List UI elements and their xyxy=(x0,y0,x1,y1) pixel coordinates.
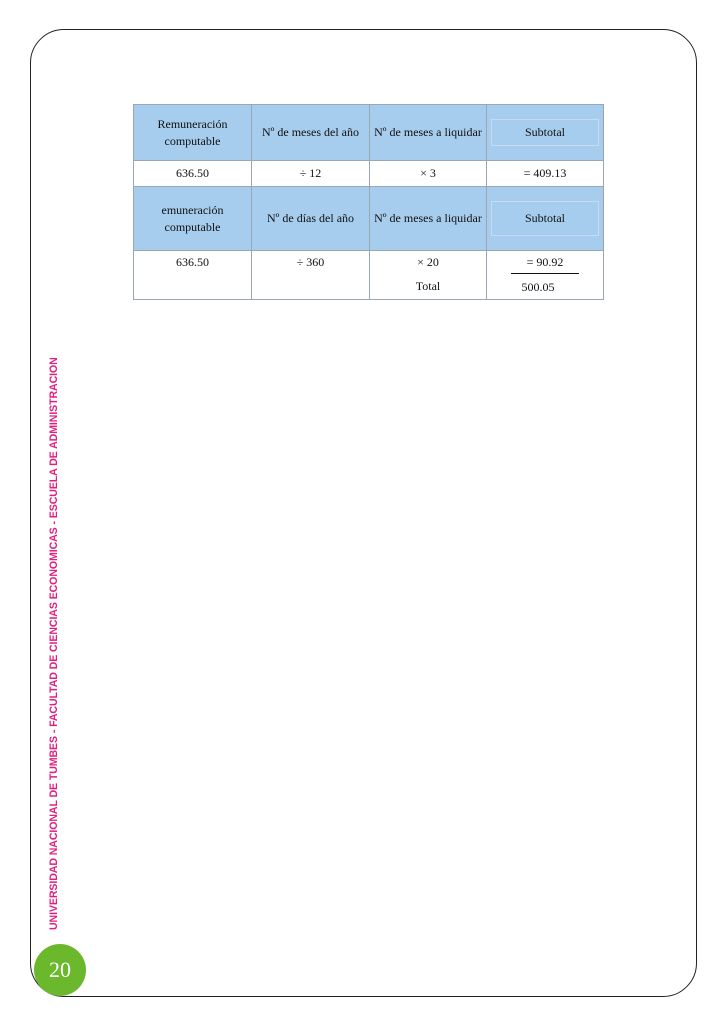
sum-rule xyxy=(511,273,579,274)
header-inner-box xyxy=(491,201,599,236)
header-text: Nº de días del año xyxy=(266,211,355,225)
header-text: Nº de meses del año xyxy=(261,125,360,139)
value-text: 636.50 xyxy=(176,255,209,269)
header-cell xyxy=(134,187,252,251)
value-cell: = 409.13 xyxy=(487,161,604,187)
table2-value-row xyxy=(134,251,604,300)
header-cell xyxy=(252,105,370,161)
value-cell xyxy=(370,251,487,300)
header-text: Subtotal xyxy=(524,211,565,225)
value-text: = 90.92 xyxy=(526,255,564,269)
value-cell: × 3 xyxy=(370,161,487,187)
header-text: Subtotal xyxy=(524,125,565,139)
value-cell: 636.50 xyxy=(134,161,252,187)
header-text: Remuneración computable xyxy=(157,116,228,148)
header-inner-box xyxy=(491,119,599,146)
header-cell xyxy=(370,105,487,161)
vertical-header-text: UNIVERSIDAD NACIONAL DE TUMBES - FACULTAD DE CIENCIAS ECONOMICAS - ESCUELA DE ADMINISTRACION xyxy=(48,357,60,930)
header-cell xyxy=(487,105,604,161)
value-cell xyxy=(487,251,604,300)
total-value: 500.05 xyxy=(521,280,555,294)
header-cell xyxy=(252,187,370,251)
page-number: 20 xyxy=(49,957,71,982)
value-cell xyxy=(252,251,370,300)
header-text: emuneración computable xyxy=(161,202,224,234)
header-cell xyxy=(487,187,604,251)
value-cell xyxy=(134,251,252,300)
value-text: ÷ 360 xyxy=(296,255,325,269)
header-text: Nº de meses a liquidar xyxy=(374,125,482,139)
table2-header-row xyxy=(134,187,604,251)
calculation-table xyxy=(133,104,604,300)
page-number-badge xyxy=(34,944,86,996)
table1-header-row xyxy=(134,105,604,161)
header-cell xyxy=(134,105,252,161)
total-label: Total xyxy=(415,279,441,293)
value-text: × 20 xyxy=(417,255,439,269)
value-cell: ÷ 12 xyxy=(252,161,370,187)
header-cell xyxy=(370,187,487,251)
table1-value-row xyxy=(134,161,604,187)
header-text: Nº de meses a liquidar xyxy=(374,211,482,225)
